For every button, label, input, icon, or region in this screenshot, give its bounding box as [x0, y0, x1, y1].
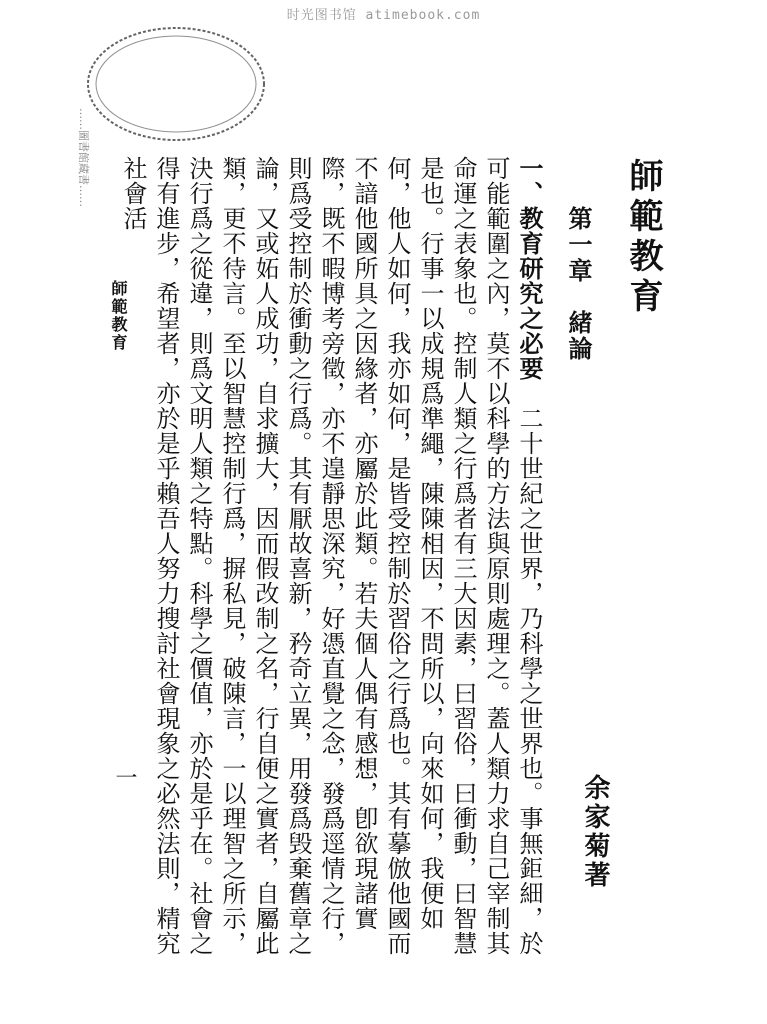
section-heading: 一、教育研究之必要 [515, 156, 544, 381]
body-text [119, 156, 546, 976]
book-title: 師範教育 [623, 158, 663, 318]
section-body: 二十世紀之世界，乃科學之世界也。事無鉅細，於可能範圍之內，莫不以科學的方法與原則處理之。蓋人類力求自己宰制其命運之表象也。控制人類之行爲者有三大因素，曰習俗，曰衝動，曰智慧是也。行事一以成規爲準繩，陳陳相因，不問所以，向來如何，我便如何，他人如何，我亦如何，是皆受控制於習俗之行爲也。其有摹倣他國而不諳他國所具之因緣者，亦屬於此類。若夫個人偶有感想，卽欲現諸實際，既不暇博考旁徵，亦不遑靜思深究，好憑直覺之念，發爲逕情之行，則爲受控制於衝動之行爲。其有厭故喜新，矜奇立異，用發爲毁棄舊章之論，又或妬人成功，自求擴大，因而假改制之名，行自便之實者，自屬此類，更不待言。至以智慧控制行爲，摒私見，破陳言，一以理智之所示，決行爲之從違，則爲文明人類之特點。科學之價值，亦於是乎在。社會之得有進步，希望者，亦於是乎賴吾人努力搜討社會現象之必然法則，精究社會活 [119, 156, 543, 956]
chapter-heading: 第一章 緒論 [564, 206, 593, 362]
library-stamp [77, 92, 268, 207]
stamp-lettering: ……圖書館藏書…… [77, 108, 90, 207]
page-number: 一 [112, 766, 137, 788]
watermark: 时光图书馆 atimebook.com [286, 8, 481, 23]
stamp-seal-icon [84, 92, 268, 144]
author-credit: 余家菊著 [580, 774, 610, 890]
running-title: 師範教育 [109, 280, 128, 352]
